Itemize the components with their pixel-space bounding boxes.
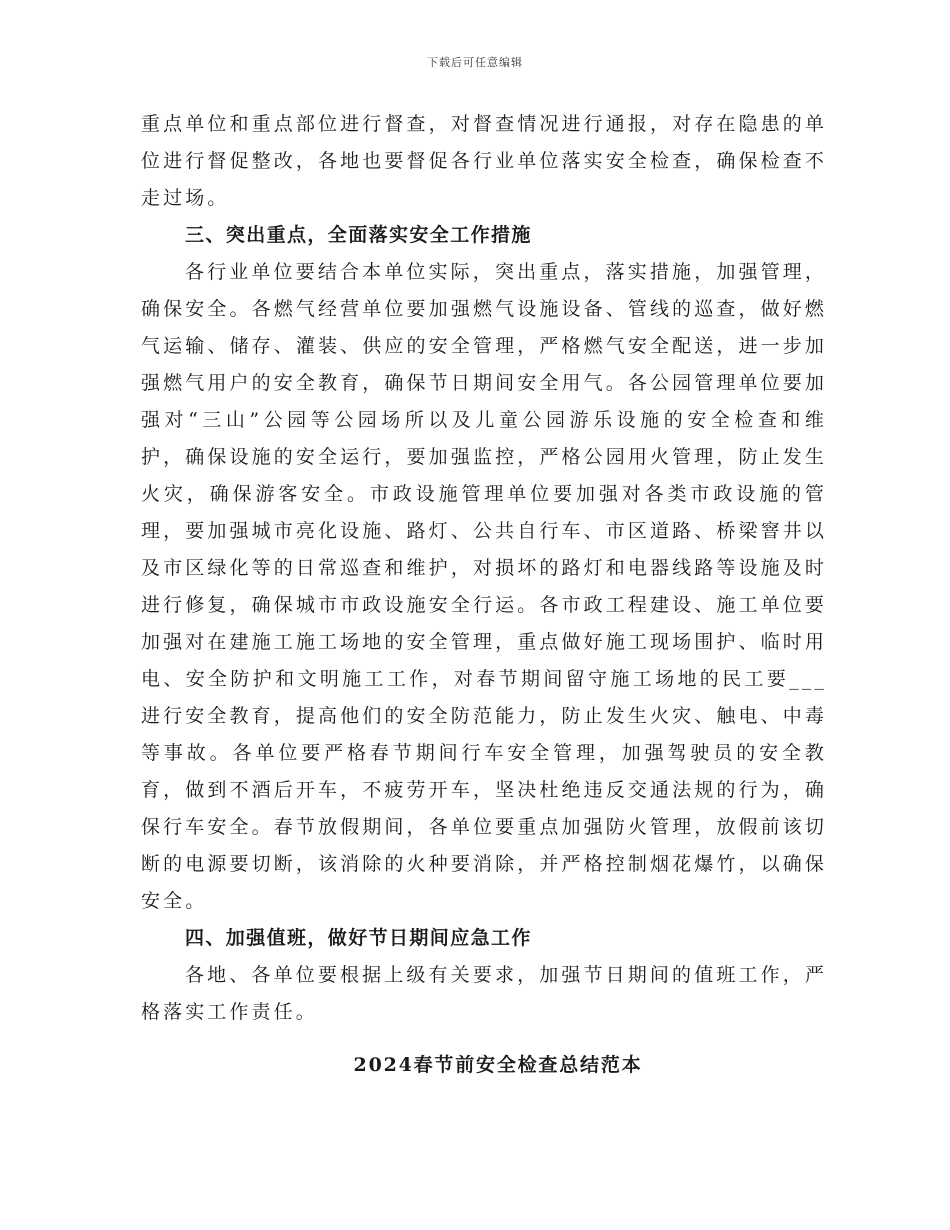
header-note: 下载后可任意编辑 [427,56,523,69]
section-heading-3: 三、突出重点，全面落实安全工作措施 [185,224,532,246]
next-document-title: 2024春节前安全检查总结范本 [353,1054,643,1076]
paragraph-safety-measures: 各行业单位要结合本单位实际，突出重点，落实措施，加强管理，确保安全。各燃气经营单位要加强燃气设施设备、管线的巡查，做好燃气运输、储存、灌装、供应的安全管理，严格燃气安全配送，进一步加强燃气用户的安全教育，确保节日期间安全用气。各公园管理单位要加强对“三山”公园等公园场所以及儿童公园游乐设施的安全检查和维护，确保设施的安全运行，要加强监控，严格公园用火管理，防止发生火灾，确保游客安全。市政设施管理单位要加强对各类市政设施的管理，要加强城市亮化设施、路灯、公共自行车、市区道路、桥梁窨井以及市区绿化等的日常巡查和维护，对损坏的路灯和电器线路等设施及时进行修复，确保城市市政设施安全行运。各市政工程建设、施工单位要加强对在建施工施工场地的安全管理，重点做好施工现场围护、临时用电、安全防护和文明施工工作，对春节期间留守施工场地的民工要___进行安全教育，提高他们的安全防范能力，防止发生火灾、触电、中毒等事故。各单位要严格春节期间行车安全管理，加强驾驶员的安全教育，做到不酒后开车，不疲劳开车，坚决杜绝违反交通法规的行为，确保行车安全。春节放假期间，各单位要重点加强防火管理，放假前该切断的电源要切断，该消除的火种要消除，并严格控制烟花爆竹，以确保安全。 [141,261,827,912]
document-body [141,106,827,1031]
paragraph-continued: 重点单位和重点部位进行督查，对督查情况进行通报，对存在隐患的单位进行督促整改，各地也要督促各行业单位落实安全检查，确保检查不走过场。 [141,113,827,209]
section-heading-4: 四、加强值班，做好节日期间应急工作 [185,927,532,949]
paragraph-duty-work: 各地、各单位要根据上级有关要求，加强节日期间的值班工作，严格落实工作责任。 [141,964,827,1023]
